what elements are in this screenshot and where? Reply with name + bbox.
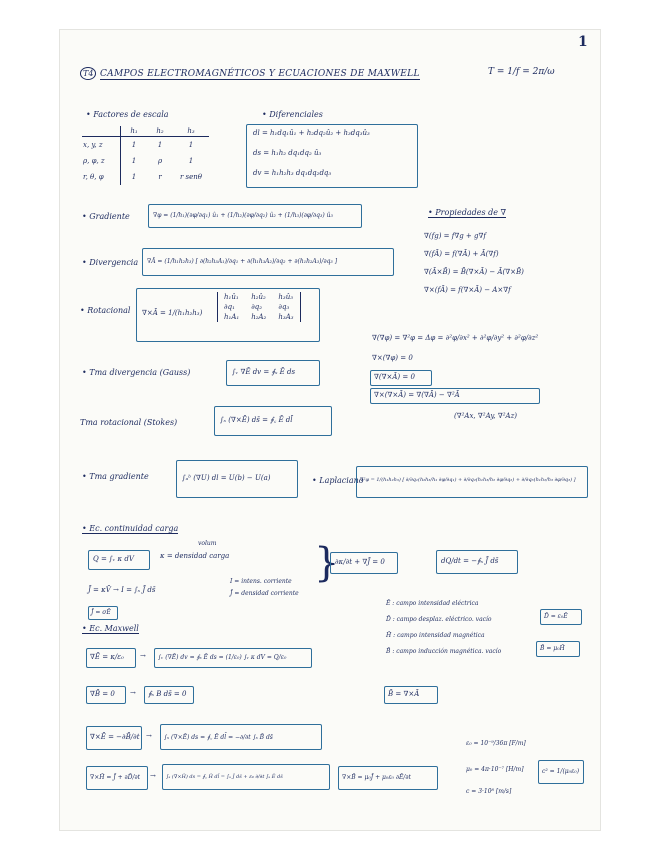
page-number: 1 [578,34,588,50]
vacuum-b: B̄ = μ₀H̄ [540,645,565,652]
definition-h: H̄ : campo intensidad magnética [386,632,485,639]
kappa-definition: κ = densidad carga [160,552,230,560]
identity-div-curl-box [370,370,432,386]
arrow-icon: → [140,652,146,660]
table-cell: h₃ [173,126,209,137]
laplacian-identity: ∇(∇φ) = ∇²φ = Δφ = ∂²φ/∂x² + ∂²φ/∂y² + ∂²φ/∂z² [372,334,539,342]
vacuum-b-box [536,641,580,657]
definition-b: B̄ : campo inducción magnética. vacío [386,648,502,655]
maxwell-eq1-integral: ∫ᵥ (∇Ē) dv = ∮ₛ Ē ds = (1/ε₀) ∫ᵥ κ dV = Q/ε₀ [158,654,287,661]
light-speed: c² = 1/(μ₀ε₀) [542,768,580,775]
continuity-equation-box [330,552,398,574]
light-speed-box [538,760,584,784]
laplacian-formula-box [356,466,588,498]
differentials-box [246,124,418,188]
table-cell: x, y, z [82,137,121,153]
matrix-row [218,292,301,302]
table-cell: 1 [188,156,194,165]
gradient-formula: ∇φ = (1/h₁)(∂φ/∂q₁) û₁ + (1/h₂)(∂φ/∂q₂) û₂ + (1/h₃)(∂φ/∂q₃) û₃ [153,212,333,219]
divergence-theorem-box [226,360,320,386]
vacuum-d: D̄ = ε₀Ē [544,613,568,620]
table-row [82,137,209,153]
maxwell-eq3-integral: ∫ₛ (∇×Ē) ds = ∮꜀ Ē dl̄ = −∂/∂t ∫ₛ B̄ ds̄ [164,734,273,741]
table-cell: 1 [131,156,137,165]
maxwell-eq4-integral: ∫ₛ (∇×H̄) ds = ∮꜀ H̄ dl̄ = ∫ₛ J̄ ds̄ + ε₀ ∂/∂t ∫ₛ Ē ds̄ [166,774,283,780]
table-cell [82,126,121,137]
identity-curl-grad: ∇×(∇φ) = 0 [372,354,413,362]
property-line: ∇(Ā×B̄) = B̄(∇×Ā) − Ā(∇×B̄) [424,268,524,276]
curl-b-box [338,766,438,790]
matrix-cell: ∂q₃ [278,303,290,311]
divergence-theorem-label: • Tma divergencia (Gauss) [82,368,191,377]
matrix-row [218,312,301,322]
matrix-cell: h₁û₁ [224,293,239,301]
arrow-icon: → [150,772,156,780]
table-row [82,153,209,169]
matrix-cell: h₂û₂ [251,293,266,301]
maxwell-eq4: ∇×H̄ = J̄ + ∂D̄/∂t [90,774,140,781]
table-cell: ρ [157,156,163,165]
maxwell-eq3-integral-box [160,724,322,750]
maxwell-eq4-integral-box [162,764,330,790]
laplacian-formula: ∇²φ = 1/(h₁h₂h₃) [ ∂/∂q₁(h₂h₃/h₁ ∂φ/∂q₁) + ∂/∂q₂(h₁h₃/h₂ ∂φ/∂q₂) + ∂/∂q₃(h₁h₂/h₃ ∂φ/∂q₃) ] [360,477,576,483]
matrix-cell: h₂A₂ [251,313,267,321]
table-cell: r senθ [179,172,203,181]
scale-factors-table [82,126,209,185]
table-cell: 1 [188,140,194,149]
stokes-theorem-box [214,406,332,436]
table-cell: h₂ [147,126,173,137]
matrix-cell: h₁A₁ [224,313,240,321]
identity-curl-curl: ∇×(∇×Ā) = ∇(∇Ā) − ∇²Ā [374,391,460,399]
maxwell-eq3: ∇×Ē = −∂B̄/∂t [90,733,140,741]
maxwell-eq2-integral: ∮ₛ B ds̄ = 0 [148,690,187,698]
rotational-formula-box [136,288,320,342]
table-cell: 1 [131,140,137,149]
laplacian-label: • Laplaciano [312,476,364,485]
maxwell-eq1-integral-box [154,648,312,668]
rotational-matrix [217,292,301,322]
charge-formula-box [88,550,150,570]
page-title: CAMPOS ELECTROMAGNÉTICOS Y ECUACIONES DE MAXWELL [100,69,420,79]
differential-line: ds = h₁h₂ dq₁dq₂ û₃ [253,149,322,157]
vacuum-d-box [540,609,582,625]
divergence-theorem-formula: ∫ᵥ ∇Ē dv = ∮ₛ Ē ds [232,368,296,376]
matrix-cell: ∂q₂ [251,303,263,311]
differentials-heading: • Diferenciales [262,110,323,119]
matrix-cell: h₃û₃ [278,293,294,301]
matrix-cell: h₃A₃ [278,313,294,321]
current-formula: J̄ = κV̄ → I = ∫ₛ J̄ ds̄ [88,586,156,594]
table-header-row [82,126,209,137]
definition-d: D̄ : campo desplaz. eléctrico. vacío [386,616,492,623]
table-cell: h₁ [121,126,148,137]
curl-b: ∇×B̄ = μ₀J̄ + μ₀ε₀ ∂Ē/∂t [342,774,411,781]
gradient-label: • Gradiente [82,212,130,221]
continuity-integral: dQ/dt = −∮ₛ J̄ ds̄ [441,557,499,565]
constant-epsilon: ε₀ = 10⁻⁹/36π [F/m] [466,740,526,747]
constant-mu: μ₀ = 4π·10⁻⁷ [H/m] [466,766,524,773]
brace: } [314,540,340,586]
maxwell-eq2: ∇B̄ = 0 [90,690,115,698]
divergence-formula-box [142,248,394,276]
rotational-prefix: ∇×Ā = 1/(h₁h₂h₃) [142,309,203,317]
arrow-icon: → [130,689,136,697]
identity-laplacian-components: (∇²Ax, ∇²Ay, ∇²Az) [454,412,517,420]
divergence-formula: ∇Ā = (1/h₁h₂h₃) [ ∂(h₂h₃A₁)/∂q₁ + ∂(h₁h₃A₂)/∂q₂ + ∂(h₁h₂A₃)/∂q₃ ] [147,258,338,265]
table-cell: ρ, φ, z [82,153,121,169]
continuity-heading: • Ec. continuidad carga [82,524,179,533]
potential: B̄ = ∇×Ā [388,690,420,698]
gradient-theorem-formula: ∫ₐᵇ (∇U) dl = U(b) − U(a) [182,474,271,482]
divergence-label: • Divergencia [82,258,139,267]
property-line: ∇(fĀ) = f(∇Ā) + Ā(∇f) [424,250,499,258]
ohm-law: J̄ = σĒ [91,609,111,616]
definition-e: Ē : campo intensidad eléctrica [386,600,479,607]
rotational-label: • Rotacional [80,306,131,315]
property-line: ∇×(fĀ) = f(∇×Ā) − A×∇f [424,286,511,294]
matrix-row [218,302,301,312]
continuity-equation: ∂κ/∂t + ∇J̄ = 0 [335,558,385,566]
differential-line: dv = h₁h₂h₃ dq₁dq₂dq₃ [253,169,332,177]
gradient-theorem-box [176,460,298,498]
table-cell: r [158,172,162,181]
table-cell: 1 [131,172,137,181]
table-row [82,169,209,185]
continuity-integral-box [436,550,518,574]
period-formula: T = 1/f = 2π/ω [488,67,555,77]
maxwell-eq1: ∇Ē = κ/ε₀ [90,653,124,661]
charge-formula: Q = ∫ᵥ κ dV [93,555,134,563]
kappa-note: volum [198,540,217,547]
maxwell-eq1-box [86,648,136,668]
title-tag: T4 [80,67,96,80]
constant-c: c = 3·10⁸ [m/s] [466,788,512,795]
table-cell: r, θ, φ [82,169,121,185]
property-line: ∇(fg) = f∇g + g∇f [424,232,486,240]
maxwell-eq2-box [86,686,126,704]
gradient-formula-box [148,204,362,228]
identity-curl-curl-box [370,388,540,404]
scale-factors-heading: • Factores de escala [86,110,169,119]
potential-box [384,686,438,704]
gradient-theorem-label: • Tma gradiente [82,472,149,481]
maxwell-heading: • Ec. Maxwell [82,624,139,633]
current-note: J̄ = densidad corriente [230,590,299,597]
current-note: I = intens. corriente [230,578,292,585]
stokes-theorem-formula: ∫ₛ (∇×Ē) ds̄ = ∮꜀ Ē dl̄ [220,416,293,424]
arrow-icon: → [146,732,152,740]
properties-heading: • Propiedades de ∇ [428,208,507,217]
differential-line: dl = h₁dq₁û₁ + h₂dq₂û₂ + h₃dq₃û₃ [253,129,370,137]
maxwell-eq3-box [86,726,142,750]
identity-div-curl: ∇(∇×Ā) = 0 [374,373,415,381]
matrix-cell: ∂q₁ [224,303,235,311]
table-cell: 1 [157,140,163,149]
maxwell-eq4-box [86,766,148,790]
ohm-law-box [88,606,118,620]
stokes-theorem-label: Tma rotacional (Stokes) [80,418,178,427]
maxwell-eq2-integral-box [144,686,194,704]
